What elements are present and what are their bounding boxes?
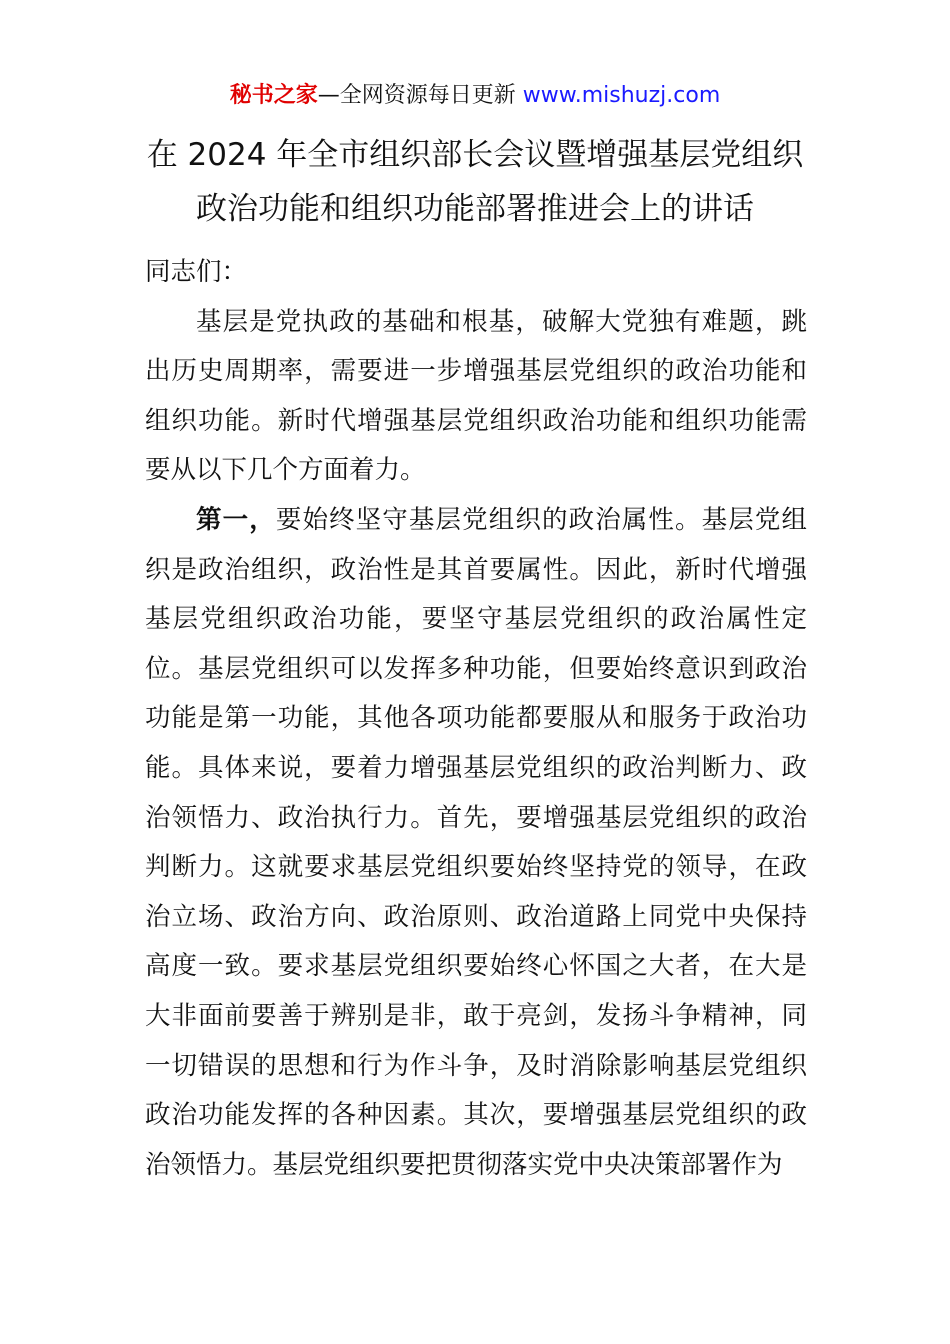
site-header [0,80,950,112]
paragraph-lead: 第一， [196,504,276,535]
document-body [145,248,807,1190]
site-slogan: —全网资源每日更新 [317,83,516,108]
document-title [60,128,890,236]
title-line-2: 政治功能和组织功能部署推进会上的讲话 [196,191,754,227]
paragraph-intro [145,298,807,496]
paragraph-text: 要始终坚守基层党组织的政治属性。基层党组织是政治组织，政治性是其首要属性。因此，新时代增强基层党组织政治功能，要坚守基层党组织的政治属性定位。基层党组织可以发挥多种功能，但要始终意识到政治功能是第一功能，其他各项功能都要服从和服务于政治功能。具体来说，要着力增强基层党组织的政治判断力、政治领悟力、政治执行力。首先，要增强基层党组织的政治判断力。这就要求基层党组织要始终坚持党的领导，在政治立场、政治方向、政治原则、政治道路上同党中央保持高度一致。要求基层党组织要始终心怀国之大者，在大是大非面前要善于辨别是非，敢于亮剑，发扬斗争精神，同一切错误的思想和行为作斗争，及时消除影响基层党组织政治功能发挥的各种因素。其次，要增强基层党组织的政治领悟力。基层党组织要把贯彻落实党中央决策部署作为 [145,504,807,1180]
title-line-1: 在 2024 年全市组织部长会议暨增强基层党组织 [146,137,804,173]
paragraph-first-point [145,496,807,1190]
salutation: 同志们： [145,257,248,287]
paragraph-text: 基层是党执政的基础和根基，破解大党独有难题，跳出历史周期率，需要进一步增强基层党组织的政治功能和组织功能。新时代增强基层党组织政治功能和组织功能需要从以下几个方面着力。 [145,306,807,486]
site-url-link[interactable]: www.mishuzj.com [522,83,721,108]
site-name: 秘书之家 [229,83,318,108]
